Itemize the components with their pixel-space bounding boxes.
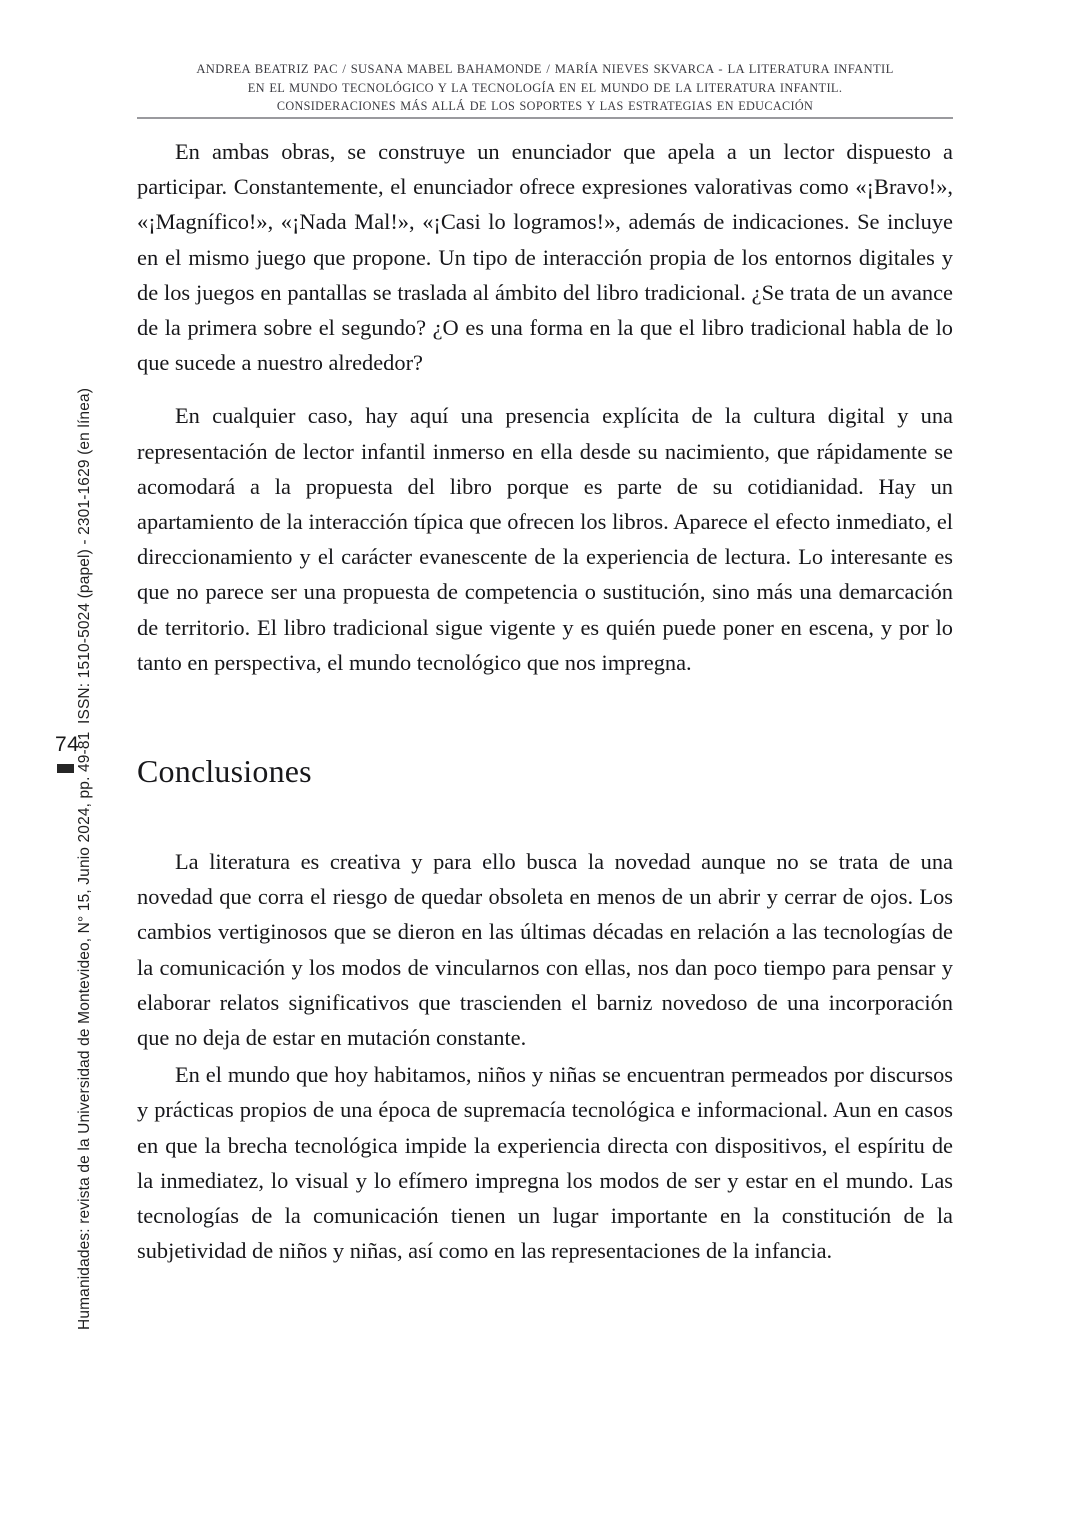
paragraph-4: En el mundo que hoy habitamos, niños y niñas se encuentran permeados por discursos y prácticas propios de una época de supremacía tecnológica e informacional. Aun en casos en que la brecha tecnológica impide la experiencia directa con dispositivos, el espíritu de la inmediatez, lo visual y lo efímero impregna los modos de ser y estar en el mundo. Las tecnologías de la comunicación tienen un lugar importante en la constitución de la subjetividad de niños y niñas, así como en las representaciones de la infancia. xyxy=(137,1062,953,1264)
section-spacer-before-heading xyxy=(137,680,953,752)
header-divider-rule xyxy=(137,117,953,119)
section-heading-conclusiones: Conclusiones xyxy=(137,753,312,790)
running-head-line-3: CONSIDERACIONES MÁS ALLÁ DE LOS SOPORTES Y LAS ESTRATEGIAS EN EDUCACIÓN xyxy=(276,99,814,113)
section-spacer-after-heading xyxy=(137,790,953,844)
sidenote-issn: ISSN: 1510-5024 (papel) - 2301-1629 (en línea) xyxy=(76,387,93,724)
folio-marker-block xyxy=(57,764,74,773)
running-head-line-1: ANDREA BEATRIZ PAC / SUSANA MABEL BAHAMONDE / MARÍA NIEVES SKVARCA - LA LITERATURA INFANTIL xyxy=(196,62,894,76)
paragraph-2: En cualquier caso, hay aquí una presencia explícita de la cultura digital y una representación de lector infantil inmerso en ella desde su nacimiento, que rápidamente se acomodará a la propuesta del libro porque es parte de su cotidianidad. Hay un apartamiento de la interacción típica que ofrecen los libros. Aparece el efecto inmediato, el direccionamiento y el carácter evanescente de la experiencia de lectura. Lo interesante es que no parece ser una propuesta de competencia o sustitución, sino más una demarcación de territorio. El libro tradicional sigue vigente y es quién puede poner en escena, y por lo tanto en perspectiva, el mundo tecnológico que nos impregna. xyxy=(137,403,953,675)
running-head xyxy=(137,60,953,116)
running-head-line-2: EN EL MUNDO TECNOLÓGICO Y LA TECNOLOGÍA EN EL MUNDO DE LA LITERATURA INFANTIL. xyxy=(247,80,843,95)
sidenote-journal-citation: Humanidades: revista de la Universidad de Montevideo, N° 15, Junio 2024, pp. 49-81 xyxy=(76,731,93,1330)
paragraph-3: La literatura es creativa y para ello busca la novedad aunque no se trata de una novedad que corra el riesgo de quedar obsoleta en menos de un abrir y cerrar de ojos. Los cambios vertiginosos que se dieron en las últimas décadas en relación a las tecnologías de la comunicación y los modos de vincularnos con ellas, nos dan poco tiempo para pensar y elaborar relatos significativos que trascienden el barniz novedoso de una incorporación que no deja de estar en mutación constante. xyxy=(137,849,953,1051)
paragraph-spacer xyxy=(137,380,953,398)
paragraph-1: En ambas obras, se construye un enunciador que apela a un lector dispuesto a participar. Constantemente, el enunciador ofrece expresiones valorativas como «¡Bravo!», «¡Magnífico!», «¡Nada Mal!», «¡Casi lo logramos!», además de indicaciones. Se incluye en el mismo juego que propone. Un tipo de interacción propia de los entornos digitales y de los juegos en pantallas se traslada al ámbito del libro tradicional. ¿Se trata de un avance de la primera sobre el segundo? ¿O es una forma en la que el libro tradicional habla de lo que sucede a nuestro alrededor? xyxy=(137,139,953,376)
main-text-column xyxy=(137,134,953,1268)
page-number: 74 xyxy=(55,733,80,756)
